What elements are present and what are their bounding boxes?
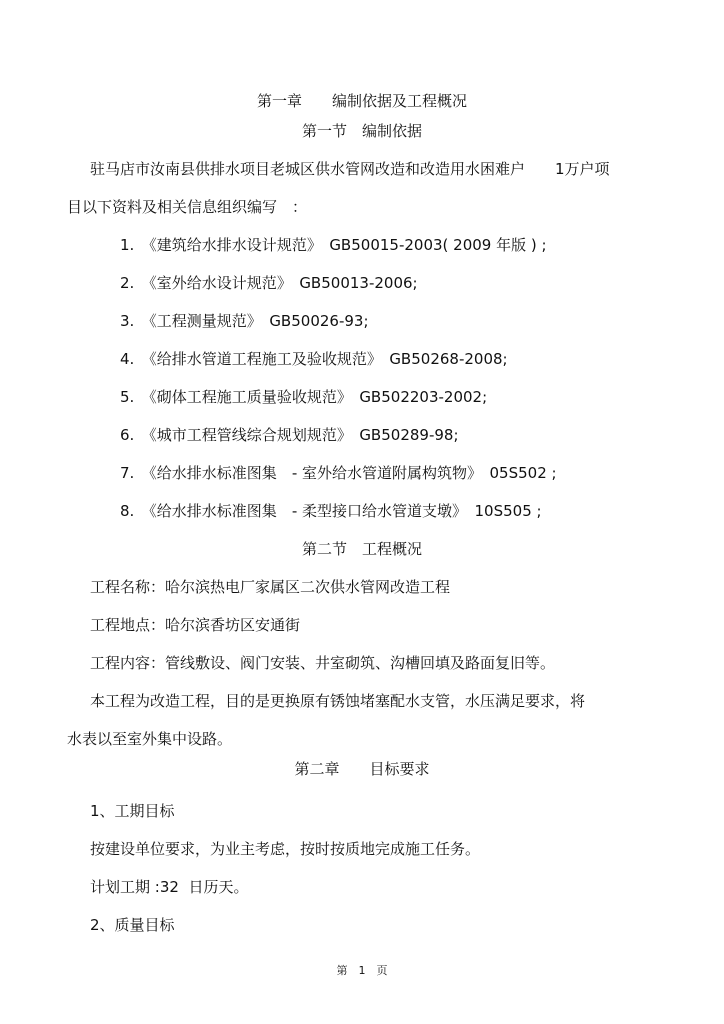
page-number: 第 1 页	[336, 964, 388, 977]
reference-item: 8. 《给水排水标准图集 - 柔型接口给水管道支墩》 10S505 ;	[120, 502, 542, 520]
intro-line-2: 目以下资料及相关信息组织编写 ：	[67, 198, 308, 216]
reference-item: 3. 《工程测量规范》 GB50026-93;	[120, 312, 369, 330]
schedule-goal-text: 按建设单位要求，为业主考虑，按时按质地完成施工任务。	[90, 840, 481, 858]
reference-item: 5. 《砌体工程施工质量验收规范》 GB502203-2002;	[120, 388, 488, 406]
intro-line-1: 驻马店市汝南县供排水项目老城区供水管网改造和改造用水困难户 1万户项	[90, 160, 610, 178]
schedule-plan: 计划工期 :32 日历天。	[90, 878, 249, 896]
purpose-line-2: 水表以至室外集中设路。	[67, 730, 233, 748]
project-content: 工程内容：管线敷设、阀门安装、井室砌筑、沟槽回填及路面复旧等。	[90, 654, 556, 672]
reference-item: 1. 《建筑给水排水设计规范》 GB50015-2003( 2009 年版 ) ;	[120, 236, 547, 254]
reference-item: 4. 《给排水管道工程施工及验收规范》 GB50268-2008;	[120, 350, 508, 368]
chapter-1-title: 第一章 编制依据及工程概况	[256, 92, 467, 110]
reference-item: 2. 《室外给水设计规范》 GB50013-2006;	[120, 274, 418, 292]
purpose-line-1: 本工程为改造工程，目的是更换原有锈蚀堵塞配水支管，水压满足要求，将	[90, 692, 586, 710]
project-name: 工程名称：哈尔滨热电厂家属区二次供水管网改造工程	[90, 578, 451, 596]
quality-goal-title: 2、质量目标	[90, 916, 175, 934]
section-1-title: 第一节 编制依据	[301, 122, 422, 140]
reference-item: 6. 《城市工程管线综合规划规范》 GB50289-98;	[120, 426, 459, 444]
section-2-title: 第二节 工程概况	[301, 540, 422, 558]
project-location: 工程地点：哈尔滨香坊区安通街	[90, 616, 301, 634]
chapter-2-title: 第二章 目标要求	[294, 760, 430, 778]
reference-item: 7. 《给水排水标准图集 - 室外给水管道附属构筑物》 05S502 ;	[120, 464, 557, 482]
schedule-goal-title: 1、工期目标	[90, 802, 175, 820]
